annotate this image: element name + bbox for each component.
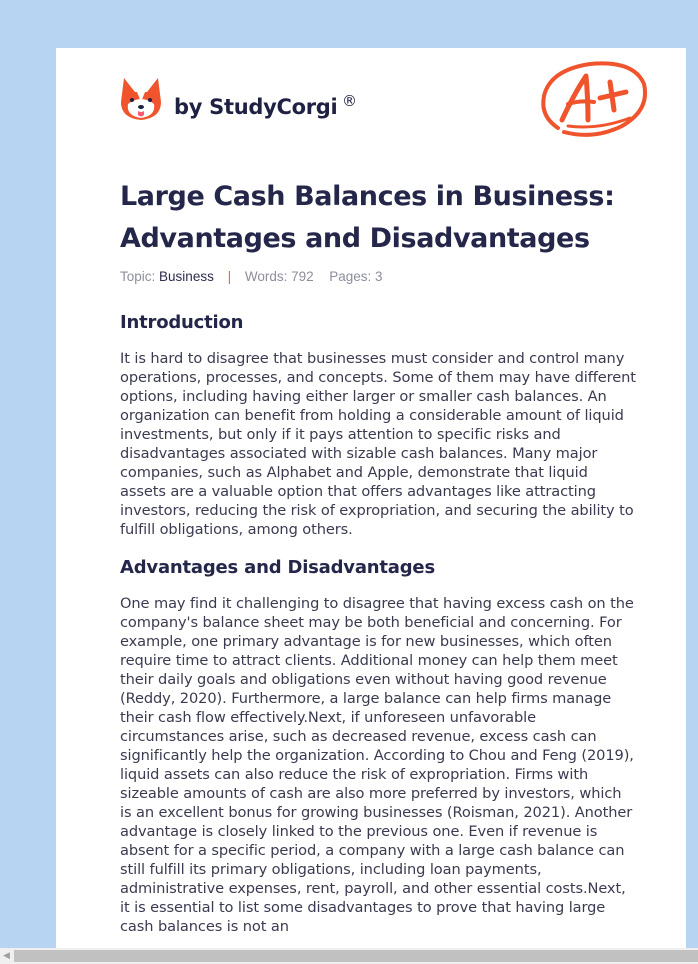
- topic-link[interactable]: Business: [159, 269, 214, 284]
- corgi-logo-icon: [120, 76, 162, 122]
- topic-label: Topic:: [120, 269, 156, 284]
- page-count: Pages: 3: [329, 269, 383, 284]
- section-body-introduction: It is hard to disagree that businesses must consider and control many operations, processes, and concepts. Some of them may have different options, including having either larger or smaller cash balances. An organization can benefit from holding a considerable amount of liquid investments, but only if it pays attention to specific risks and disadvantages associated with sizable cash balances. Many major companies, such as Alphabet and Apple, demonstrate that liquid assets are a valuable option that offers advantages like attracting investors, reducing the risk of expropriation, and securing the ability to fulfill obligations, among others.: [120, 350, 636, 538]
- scrollbar-thumb[interactable]: [14, 950, 698, 962]
- word-count: Words: 792: [244, 269, 314, 284]
- meta-separator: |: [227, 269, 232, 284]
- document-page: [56, 48, 686, 964]
- scroll-left-arrow-icon[interactable]: ◀: [3, 951, 10, 961]
- section-body-advantages: One may find it challenging to disagree that having excess cash on the company's balance sheet may be both beneficial and concerning. For example, one primary advantage is for new businesses, which often require time to attract clients. Additional money can help them meet their daily goals and obligations even without having good revenue (Reddy, 2020). Furthermore, a large balance can help firms manage their cash flow effectively.Next, if unforeseen unfavorable circumstances arise, such as decreased revenue, excess cash can significantly help the organization. According to Chou and Feng (2019), liquid assets can also reduce the risk of expropriation. Firms with sizeable amounts of cash are also more preferred by investors, which is an excellent bonus for growing businesses (Roisman, 2021). Another advantage is closely linked to the previous one. Even if revenue is absent for a specific period, a company with a large cash balance can still fulfill its primary obligations, including loan payments, administrative expenses, rent, payroll, and other essential costs.Next, it is essential to list some disadvantages to prove that having large cash balances is not an: [120, 595, 634, 935]
- page-title: Large Cash Balances in Business: Advantages and Disadvantages: [120, 181, 615, 254]
- registered-mark: ®: [342, 92, 357, 110]
- section-heading-advantages: Advantages and Disadvantages: [120, 557, 435, 578]
- section-heading-introduction: Introduction: [120, 312, 244, 333]
- horizontal-scrollbar[interactable]: [0, 948, 698, 964]
- document-meta: [120, 269, 383, 284]
- a-plus-grade-icon: [538, 58, 650, 140]
- studycorgi-logo[interactable]: [120, 76, 357, 122]
- brand-name: by StudyCorgi: [174, 95, 338, 119]
